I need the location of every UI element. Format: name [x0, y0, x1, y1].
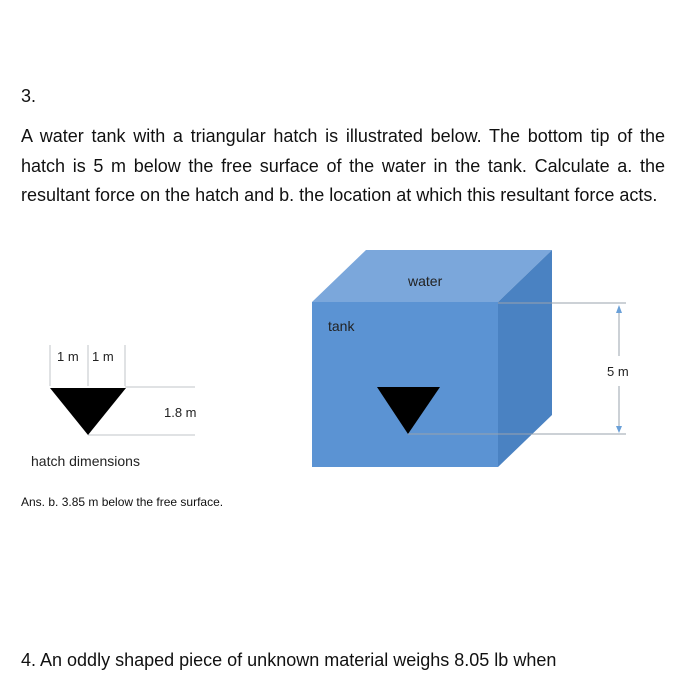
tank-label: tank [328, 318, 355, 334]
depth-arrow-down-icon [616, 426, 622, 433]
hatch-dimensions-diagram [31, 345, 197, 469]
depth-label: 5 m [607, 364, 629, 379]
answer-text: Ans. b. 3.85 m below the free surface. [21, 495, 224, 509]
question-3-number: 3. [21, 86, 37, 106]
hatch-caption: hatch dimensions [31, 453, 140, 469]
hatch-width-left-label: 1 m [57, 349, 79, 364]
water-label: water [408, 273, 443, 289]
hatch-height-label: 1.8 m [164, 405, 197, 420]
depth-arrow-up-icon [616, 305, 622, 313]
question-4-text: 4. An oddly shaped piece of unknown material weighs 8.05 lb when [21, 650, 557, 670]
tank-diagram [312, 250, 629, 467]
question-3-text: A water tank with a triangular hatch is illustrated below. The bottom tip of the hatch is 5 m below the free surface of the water in the tank. Calculate a. the resultant force on the hatch and b. the location at which this resultant force acts. [21, 126, 665, 205]
hatch-width-right-label: 1 m [92, 349, 114, 364]
hatch-triangle [50, 388, 126, 435]
